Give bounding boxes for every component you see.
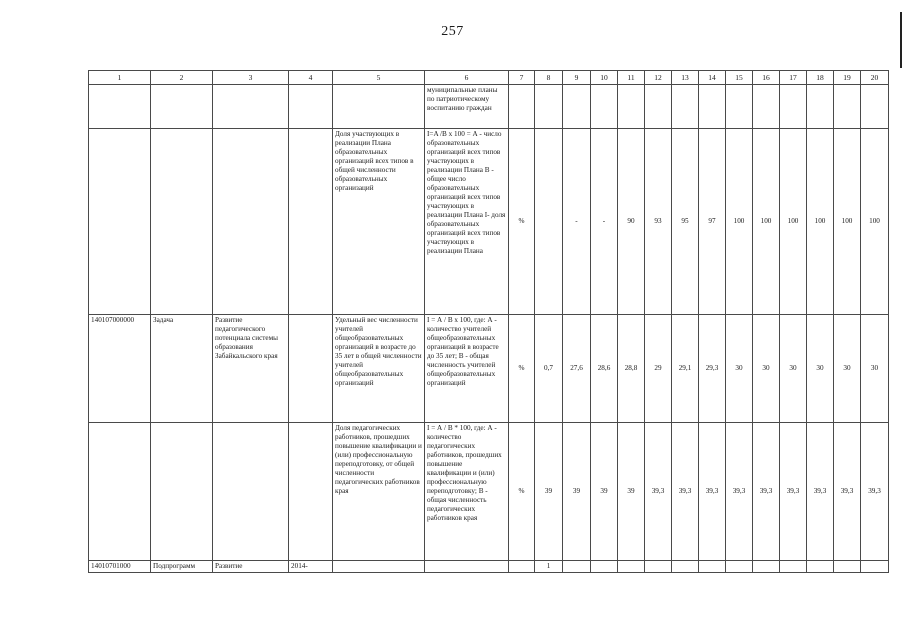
unit-cell [509,561,535,573]
formula-cell: I = А / В х 100, где: А - количество учителей общеобразовательных организаций в возрасте до 35 лет; В - общая численность учителей общеобразовательных организаций [425,315,509,423]
value-cell: 29,1 [672,315,699,423]
code-cell: 140107000000 [89,315,151,423]
header-cell: 8 [535,71,563,85]
period-cell [289,423,333,561]
value-cell: 30 [753,315,780,423]
value-cell: 27,6 [563,315,591,423]
value-cell: 29,3 [699,315,726,423]
indicator-cell [333,561,425,573]
value-cell: 39,3 [834,423,861,561]
value-cell: 93 [645,129,672,315]
value-cell: 100 [807,129,834,315]
value-cell [535,129,563,315]
indicator-cell: Удельный вес численности учителей общеобразовательных организаций в возрасте до 35 лет в общей численности учителей общеобразовательных организаций [333,315,425,423]
value-cell [563,561,591,573]
value-cell: 30 [807,315,834,423]
unit-cell: % [509,129,535,315]
value-cell [861,561,889,573]
formula-cell: I=A /B x 100 = А - число образовательных организаций всех типов участвующих в реализации Плана В - общее число образовательных организаций всех типов участвующих в реализации Плана I- доля образовательных организаций всех типов участвующих в реализации Плана [425,129,509,315]
value-cell [753,85,780,129]
value-cell [672,85,699,129]
table-row [89,85,889,129]
title-cell [213,423,289,561]
value-cell: 39 [563,423,591,561]
header-cell: 2 [151,71,213,85]
value-cell: 39,3 [672,423,699,561]
unit-cell: % [509,315,535,423]
value-cell [753,561,780,573]
code-cell [89,85,151,129]
header-cell: 17 [780,71,807,85]
period-cell: 2014- [289,561,333,573]
period-cell [289,85,333,129]
value-cell: 39,3 [645,423,672,561]
type-cell: Подпрограмм [151,561,213,573]
title-cell [213,129,289,315]
value-cell [645,561,672,573]
value-cell: 30 [726,315,753,423]
header-cell: 6 [425,71,509,85]
type-cell [151,85,213,129]
value-cell: - [563,129,591,315]
value-cell: 100 [753,129,780,315]
formula-cell [425,561,509,573]
margin-mark [900,12,902,68]
value-cell: 100 [834,129,861,315]
value-cell: 100 [726,129,753,315]
header-cell: 9 [563,71,591,85]
type-cell [151,129,213,315]
formula-cell: муниципальные планы по патриотическому воспитанию граждан [425,85,509,129]
value-cell: 100 [780,129,807,315]
value-cell: 39,3 [699,423,726,561]
value-cell [645,85,672,129]
table-row [89,561,889,573]
value-cell: 1 [535,561,563,573]
table-row [89,423,889,561]
code-cell: 14010701000 [89,561,151,573]
value-cell: 0,7 [535,315,563,423]
period-cell [289,315,333,423]
value-cell: 39,3 [753,423,780,561]
period-cell [289,129,333,315]
page-number: 257 [441,24,464,39]
value-cell: 90 [618,129,645,315]
value-cell: 39 [591,423,618,561]
formula-cell: I = А / В * 100, где: А - количество педагогических работников, прошедших повышение квалификации и (или) профессиональную переподготовку; В - общая численность педагогических работников края [425,423,509,561]
value-cell [618,85,645,129]
value-cell [726,561,753,573]
header-cell: 7 [509,71,535,85]
value-cell [834,85,861,129]
table-row [89,315,889,423]
value-cell: 39,3 [861,423,889,561]
header-cell: 16 [753,71,780,85]
value-cell [699,561,726,573]
type-cell [151,423,213,561]
value-cell: - [591,129,618,315]
value-cell [563,85,591,129]
title-cell: Развитие [213,561,289,573]
value-cell [780,561,807,573]
header-cell: 1 [89,71,151,85]
title-cell [213,85,289,129]
header-cell: 10 [591,71,618,85]
code-cell [89,129,151,315]
header-row [89,71,889,85]
header-cell: 20 [861,71,889,85]
value-cell [672,561,699,573]
value-cell [807,85,834,129]
value-cell: 28,6 [591,315,618,423]
unit-cell [509,85,535,129]
header-cell: 18 [807,71,834,85]
header-cell: 4 [289,71,333,85]
indicator-cell: Доля педагогических работников, прошедших повышение квалификации и (или) профессиональную переподготовку, от общей численности педагогических работников края [333,423,425,561]
value-cell [591,561,618,573]
title-cell: Развитие педагогического потенциала системы образования Забайкальского края [213,315,289,423]
value-cell: 28,8 [618,315,645,423]
value-cell: 30 [780,315,807,423]
header-cell: 12 [645,71,672,85]
header-cell: 19 [834,71,861,85]
indicator-table [88,70,889,573]
header-cell: 13 [672,71,699,85]
header-cell: 15 [726,71,753,85]
value-cell: 39 [618,423,645,561]
value-cell: 29 [645,315,672,423]
value-cell: 100 [861,129,889,315]
indicator-cell [333,85,425,129]
value-cell: 30 [834,315,861,423]
value-cell [807,561,834,573]
value-cell: 30 [861,315,889,423]
value-cell [726,85,753,129]
value-cell [780,85,807,129]
value-cell: 95 [672,129,699,315]
value-cell: 39 [535,423,563,561]
value-cell [535,85,563,129]
unit-cell: % [509,423,535,561]
value-cell [699,85,726,129]
header-cell: 11 [618,71,645,85]
header-cell: 5 [333,71,425,85]
value-cell: 39,3 [780,423,807,561]
value-cell [618,561,645,573]
value-cell: 97 [699,129,726,315]
code-cell [89,423,151,561]
type-cell: Задача [151,315,213,423]
value-cell [834,561,861,573]
header-cell: 14 [699,71,726,85]
table-row [89,129,889,315]
value-cell [591,85,618,129]
header-cell: 3 [213,71,289,85]
value-cell: 39,3 [807,423,834,561]
value-cell [861,85,889,129]
value-cell: 39,3 [726,423,753,561]
indicator-cell: Доля участвующих в реализации Плана образовательных организаций всех типов в общей численности образовательных организаций [333,129,425,315]
